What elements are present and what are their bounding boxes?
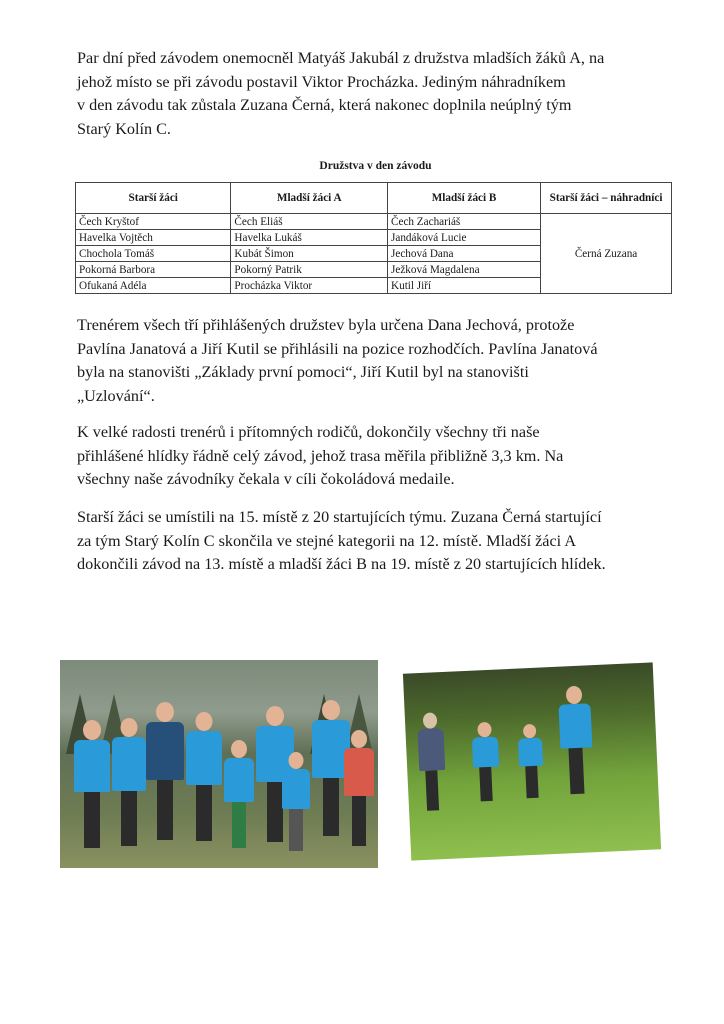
- person: [224, 740, 254, 850]
- table-cell: Čech Kryštof: [76, 214, 231, 230]
- column-header: Starší žáci: [76, 183, 231, 214]
- person: [517, 724, 544, 801]
- person: [112, 718, 146, 848]
- person: [558, 685, 595, 796]
- text-line: Trenérem všech tří přihlášených družstev byla určena Dana Jechová, protože: [77, 316, 575, 334]
- person: [417, 712, 448, 813]
- table-cell: Kubát Šimon: [231, 246, 388, 262]
- person: [186, 712, 222, 842]
- column-header: Mladší žáci B: [388, 183, 541, 214]
- column-header: Starší žáci – náhradníci: [541, 183, 672, 214]
- table-cell: Kutil Jiří: [388, 278, 541, 294]
- table-cell: Havelka Lukáš: [231, 230, 388, 246]
- table-cell: Pokorná Barbora: [76, 262, 231, 278]
- table-cell: Chochola Tomáš: [76, 246, 231, 262]
- text-line: „Uzlování“.: [77, 386, 155, 405]
- substitute-cell: Černá Zuzana: [541, 214, 672, 294]
- teams-table: [75, 182, 672, 294]
- table-cell: Havelka Vojtěch: [76, 230, 231, 246]
- text-line: Par dní před závodem onemocněl Matyáš Jakubál z družstva mladších žáků A, na: [77, 49, 605, 67]
- table-row: [76, 214, 672, 230]
- table-cell: Pokorný Patrik: [231, 262, 388, 278]
- table-cell: Čech Eliáš: [231, 214, 388, 230]
- table-cell: Jechová Dana: [388, 246, 541, 262]
- table-cell: Jandáková Lucie: [388, 230, 541, 246]
- table-cell: Procházka Viktor: [231, 278, 388, 294]
- text-line: všechny naše závodníky čekala v cíli čokoládová medaile.: [77, 470, 455, 488]
- text-line: byla na stanovišti „Základy první pomoci“, Jiří Kutil byl na stanovišti: [77, 363, 529, 381]
- text-line: v den závodu tak zůstala Zuzana Černá, která nakonec doplnila neúplný tým: [77, 96, 572, 114]
- text-line: Starší žáci se umístili na 15. místě z 20 startujících týmu. Zuzana Černá startující: [77, 508, 602, 526]
- paragraph-results: [77, 506, 687, 577]
- text-line: K velké radosti trenérů i přítomných rodičů, dokončily všechny tři naše: [77, 423, 540, 441]
- table-header-row: [76, 183, 672, 214]
- person: [74, 720, 110, 850]
- person: [282, 752, 310, 852]
- table-cell: Ježková Magdalena: [388, 262, 541, 278]
- table-cell: Čech Zachariáš: [388, 214, 541, 230]
- table-title: Družstva v den závodu: [319, 160, 432, 172]
- person: [344, 730, 374, 850]
- person: [471, 722, 501, 803]
- person: [146, 702, 184, 842]
- text-line: přihlášené hlídky řádně celý závod, jehož trasa měřila přibližně 3,3 km. Na: [77, 446, 564, 465]
- text-line: Starý Kolín C.: [77, 119, 171, 138]
- group-photo: [60, 660, 378, 868]
- paragraph-coaches: [77, 314, 687, 408]
- table-cell: Ofukaná Adéla: [76, 278, 231, 294]
- text-line: Pavlína Janatová a Jiří Kutil se přihlásili na pozice rozhodčích. Pavlína Janatová: [77, 339, 598, 358]
- column-header: Mladší žáci A: [231, 183, 388, 214]
- text-line: dokončili závod na 13. místě a mladší žáci B na 19. místě z 20 startujících hlídek.: [77, 555, 606, 573]
- paragraph-finish: [77, 421, 687, 492]
- text-line: jehož místo se při závodu postavil Viktor Procházka. Jediným náhradníkem: [77, 72, 566, 91]
- text-line: za tým Starý Kolín C skončila ve stejné kategorii na 12. místě. Mladší žáci A: [77, 531, 577, 550]
- running-photo: [403, 662, 661, 860]
- paragraph-illness: [77, 47, 687, 141]
